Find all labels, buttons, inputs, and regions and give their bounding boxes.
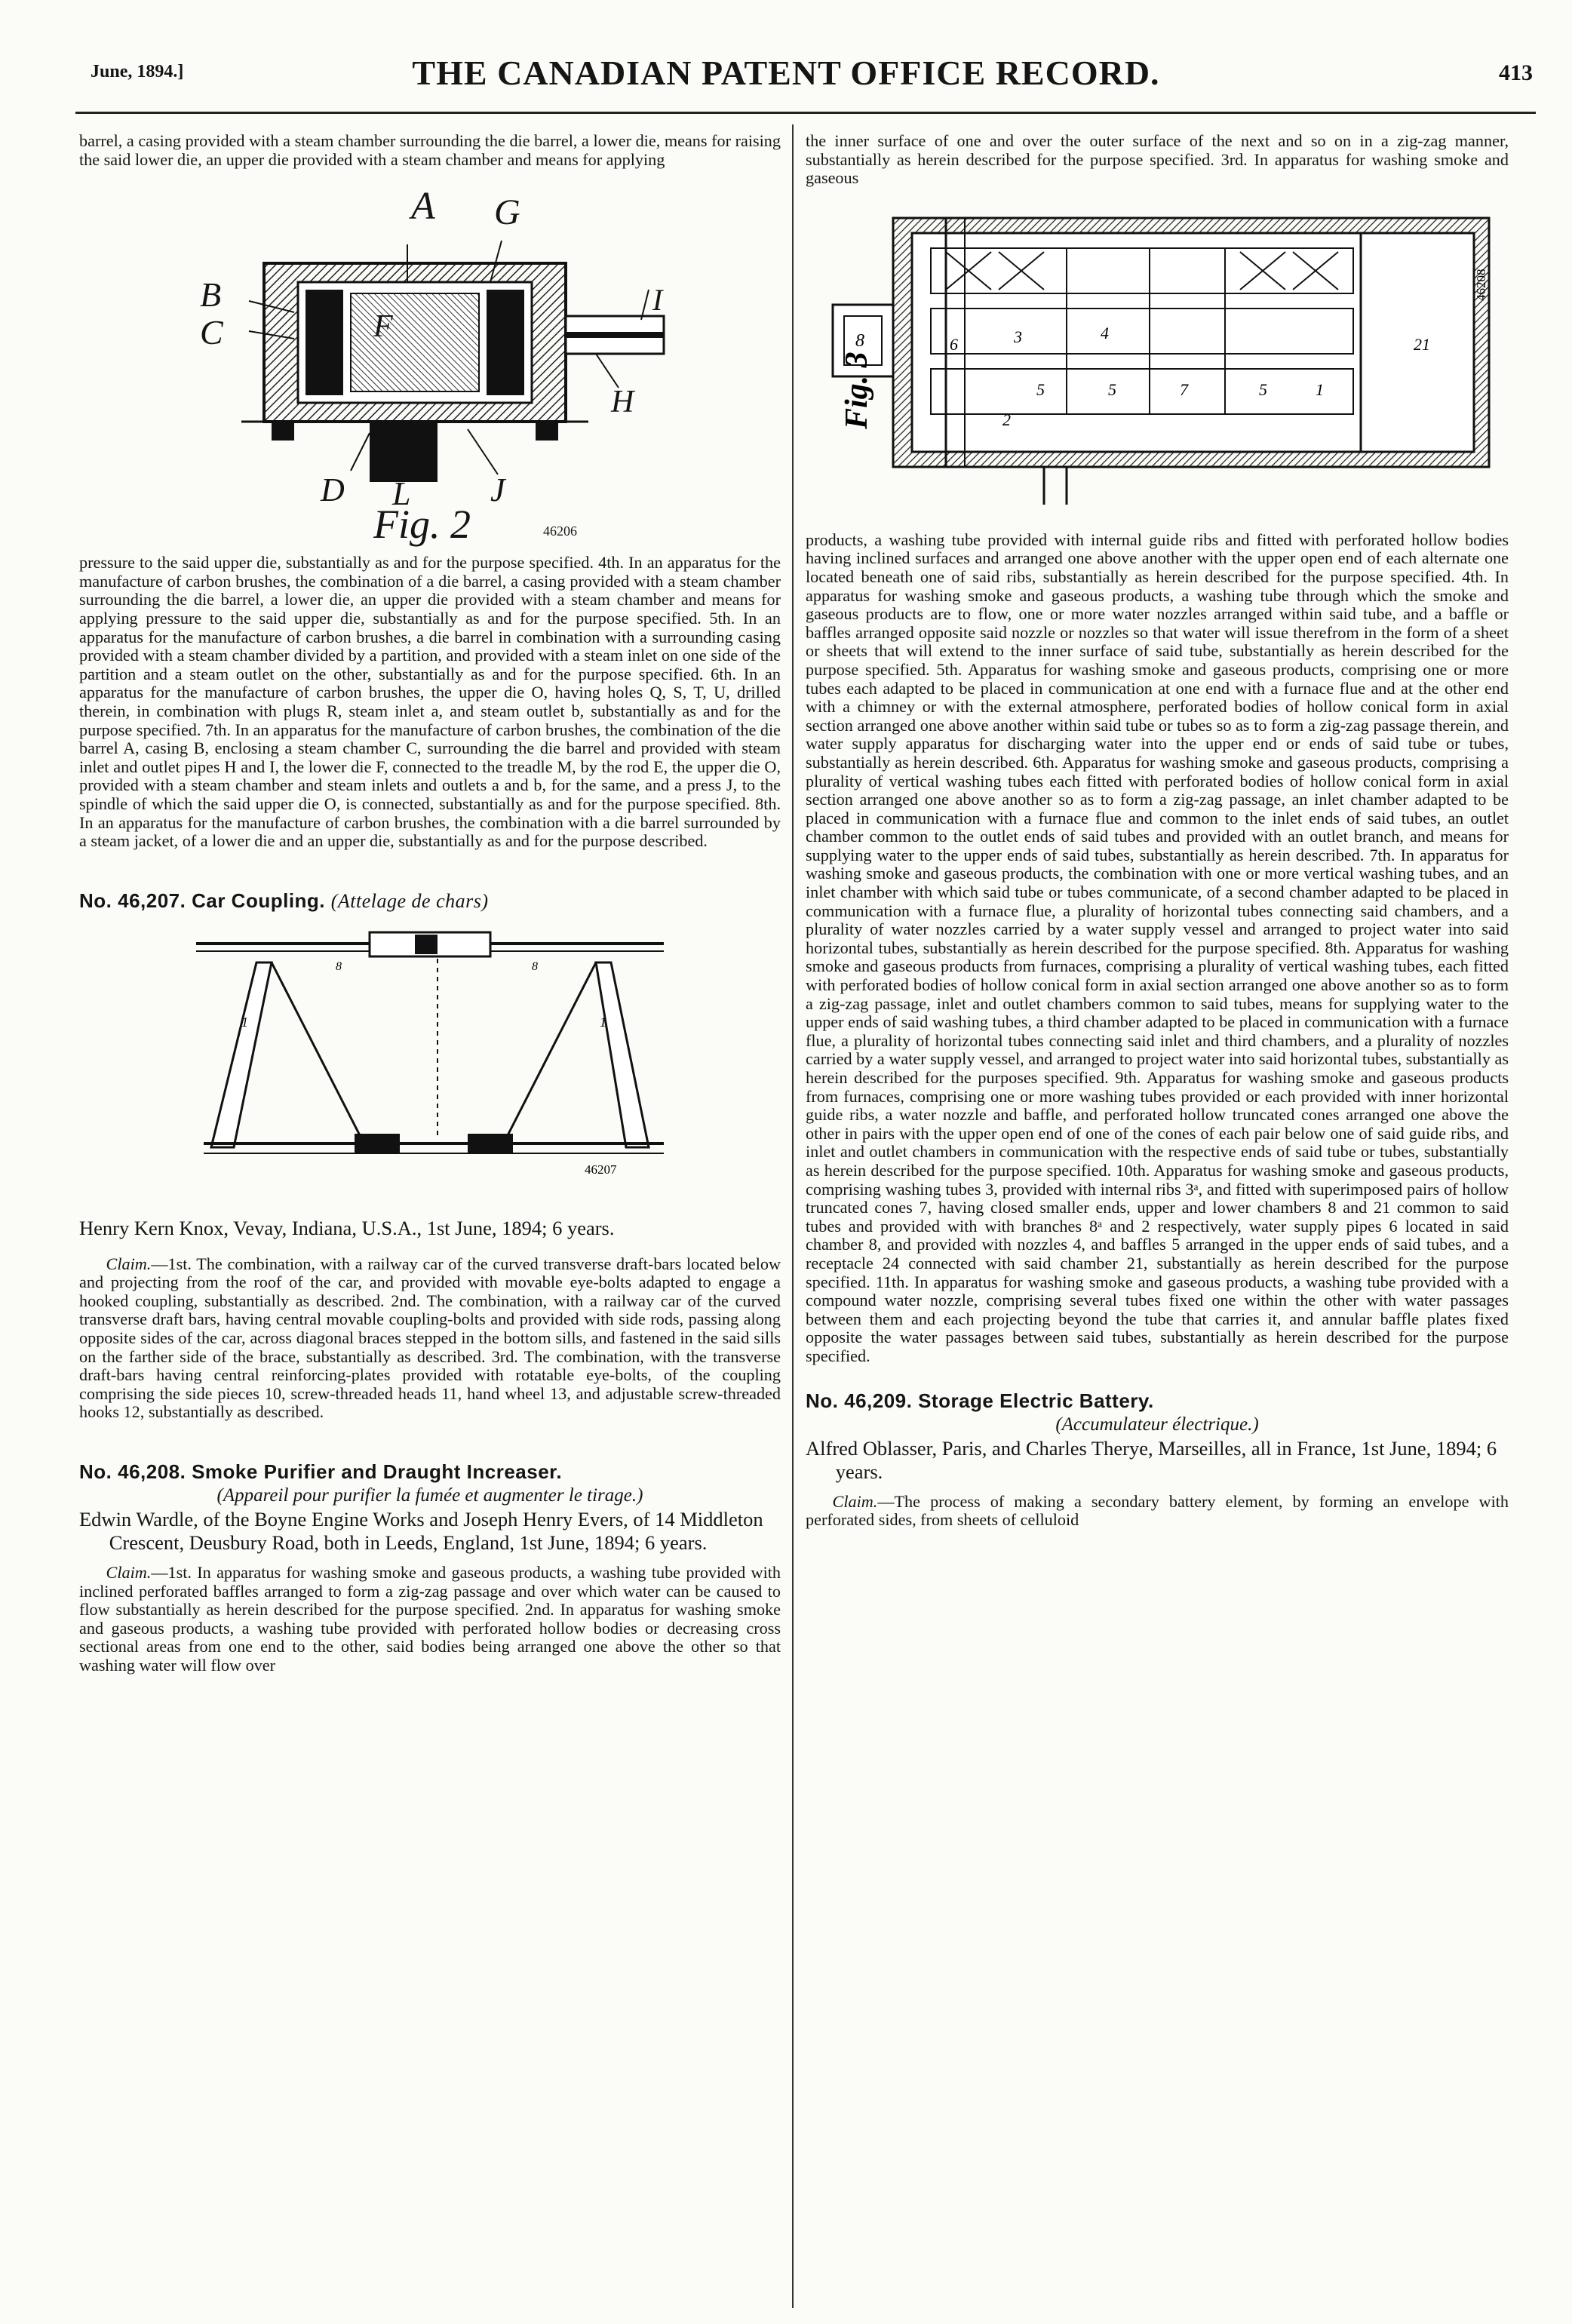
- patent-46208-claim-lead: Claim.: [106, 1563, 152, 1583]
- patent-46207-french-title: (Attelage de chars): [330, 889, 489, 912]
- patent-46208-inventor: Edwin Wardle, of the Boyne Engine Works and Joseph Henry Evers, of 14 Middleton Crescent, Deusbury Road, both in Leeds, England, 1st June, 1894; 6 years.: [79, 1508, 763, 1555]
- fig3-label-8: 5: [1259, 379, 1267, 399]
- fig2-label-A: A: [411, 185, 435, 229]
- fig2-label-B: B: [200, 275, 222, 315]
- fig3-label-0: 8: [855, 330, 864, 351]
- left-continued-text-top: barrel, a casing provided with a steam chamber surrounding the die barrel, a lower die, means for raising the said lower die, an upper die provided with a steam chamber and means for applying: [79, 131, 781, 169]
- patent-46207-inventor: Henry Kern Knox, Vevay, Indiana, U.S.A., 1st June, 1894; 6 years.: [79, 1216, 615, 1239]
- fig-car-coupling: [79, 913, 781, 1208]
- patent-46207-heading: [79, 889, 781, 913]
- fig3-caption: Fig. 3: [840, 352, 874, 429]
- header-date: June, 1894.]: [91, 62, 184, 81]
- left-column: [79, 132, 781, 1675]
- patent-46209-heading: [806, 1389, 1509, 1413]
- fig3-label-10: 2: [1002, 410, 1011, 429]
- fig3-label-2: 3: [1014, 327, 1022, 346]
- patent-46207-claim-lead: Claim.: [106, 1254, 152, 1273]
- fig3-drawing: [818, 188, 1497, 531]
- fig3-label-3: 4: [1101, 323, 1109, 342]
- patent-46208-claim-text: —1st. In apparatus for washing smoke and gaseous products, a washing tube provided with inclined perforated baffles arranged to form a zig-zag passage and over which water can be caused to flow substantially as herein described for the purpose specified. 2nd. In apparatus for washing smoke and gaseous products, a washing tube provided with perforated hollow bodies or decreasing cross sectional areas from one end to the other, said bodies being arranged one above the other so that washing water will flow over: [79, 1563, 781, 1675]
- patent-46207-number: No. 46,207.: [79, 889, 186, 912]
- header-page-number: 413: [1499, 60, 1533, 85]
- fig2-label-J: J: [490, 471, 505, 509]
- patent-46208-french-title: (Appareil pour purifier la fumée et augmenter le tirage.): [216, 1485, 643, 1506]
- header-title: THE CANADIAN PATENT OFFICE RECORD.: [412, 54, 1160, 92]
- patent-46208-heading: [79, 1460, 781, 1484]
- fig3-label-6: 1: [1316, 379, 1324, 399]
- fig3-number-mark: 46208: [1474, 269, 1488, 301]
- patent-46209-claims: [806, 1493, 1509, 1530]
- fig3-label-7: 5: [1108, 379, 1116, 399]
- right-column: [806, 132, 1509, 1530]
- fig3-label-1: 6: [950, 334, 958, 354]
- patent-46208-number: No. 46,208.: [79, 1460, 186, 1484]
- left-continued-text-after-fig: pressure to the said upper die, substantially as and for the purpose specified. 4th. In an apparatus for the manufacture of carbon brushes, the combination of a die barrel, a casing provided with a steam chamber surrounding the die barrel, a lower die, an upper die provided with a steam chamber and means for applying pressure to the said upper die, substantially as and for the purpose specified. 5th. In an apparatus for the manufacture of carbon brushes, a die barrel in combination with a surrounding casing provided with a steam chamber divided by a partition, and provided with a steam inlet on one side of the partition and a steam outlet on the other, substantially as and for the purpose specified. 6th. In an apparatus for the manufacture of carbon brushes, the upper die O, having holes Q, S, T, U, drilled therein, in combination with plugs R, steam inlet a, and steam outlet b, substantially as and for the purpose specified. 7th. In an apparatus for the manufacture of carbon brushes, the combination of the die barrel A, casing B, enclosing a steam chamber C, surrounding the die barrel and provided with steam inlet and outlet pipes H and I, the lower die F, connected to the treadle M, by the rod E, the upper die O, provided with a steam chamber and steam inlets and outlets a and b, for the same, and a press J, to the spindle of which the said upper die O, is connected, substantially as and for the purpose specified. 8th. In an apparatus for the manufacture of carbon brushes, the combination with a die barrel surrounded by a steam jacket, of a lower die and an upper die, substantially as and for the purpose described.: [79, 553, 781, 851]
- svg-text:8: 8: [532, 959, 538, 973]
- patent-46207-claim-text: —1st. The combination, with a railway car of the curved transverse draft-bars located below and projecting from the roof of the car, and provided with movable eye-bolts adapted to engage a hooked coupling, substantially as described. 2nd. The combination, with a railway car of the curved transverse draft bars, having central movable coupling-bolts and provided with side rods, passing along opposite sides of the car, across diagonal braces stepped in the bottom sills, and fastened in the said sills on the farther side of the brace, substantially as described. 3rd. The combination, with the transverse draft-bars having central reinforcing-plates provided with rotatable eye-bolts, of the coupling comprising the side pieces 10, screw-threaded heads 11, hand wheel 13, and adjustable screw-threaded hooks 12, substantially as described.: [79, 1254, 781, 1422]
- fig2-label-G: G: [494, 192, 520, 233]
- svg-text:8: 8: [336, 959, 342, 973]
- fig2-caption: Fig. 2: [373, 502, 471, 548]
- patent-46209-title: Storage Electric Battery.: [918, 1389, 1154, 1412]
- fig3-figure: [806, 188, 1509, 531]
- patent-46207-title: Car Coupling.: [192, 889, 326, 912]
- svg-text:1: 1: [600, 1014, 606, 1030]
- patent-46208-claims: [79, 1564, 781, 1675]
- fig2-figure: [79, 169, 781, 554]
- fig2-label-F: F: [373, 309, 393, 345]
- fig2-label-I: I: [652, 283, 663, 318]
- patent-46207-claims: [79, 1255, 781, 1422]
- right-continued-text-after-fig: products, a washing tube provided with internal guide ribs and fitted with perforated hollow bodies having inclined surfaces and arranged one above another with the upper open end of each alternate one located beneath one of said ribs, substantially as herein described for the purpose specified. 4th. In apparatus for washing smoke and gaseous products, a washing tube through which the smoke and gaseous products are to flow, one or more water nozzles arranged within said tube, and a baffle or baffles arranged opposite said nozzle or nozzles so that water will issue therefrom in the form of a sheet or sheets that will extend to the inner surface of said tube, substantially as herein described for the purpose specified. 5th. Apparatus for washing smoke and gaseous products, comprising one or more tubes each adapted to be placed in communication at one end with a furnace flue and at the other end with a chimney or with the external atmosphere, perforated bodies of hollow conical form in axial section arranged one above another within said tube or tubes so as to form a zig-zag passage therein, and water supply apparatus for discharging water into the upper end or ends of said tube or tubes, substantially as herein described. 6th. Apparatus for washing smoke and gaseous products, comprising a plurality of vertical washing tubes each fitted with perforated bodies of hollow conical form in axial section arranged one above another so as to form a zig-zag passage, an inlet chamber adapted to be placed in communication with a furnace flue and common to the inlet ends of said tubes, an outlet chamber common to the outlet ends of said tubes and provided with an outlet branch, and means for supplying water to the upper ends of said tubes, substantially as herein described. 7th. In apparatus for washing smoke and gaseous products, the combination with one or more vertical washing tubes, and an inlet chamber with which said tube or tubes communicate, of a second chamber adapted to be placed in communication with a furnace flue, a plurality of horizontal tubes connecting said chambers, and a plurality of water nozzles carried by a water supply vessel and arranged to project water into said horizontal tubes, substantially as herein described for the purpose specified. 8th. Apparatus for washing smoke and gaseous products from furnaces, comprising a plurality of vertical washing tubes, each fitted with perforated bodies of hollow conical form in axial section arranged one above another so as to form a zig-zag passage, inlet and outlet chambers common to said tubes, means for supplying water to the upper ends of said washing tubes, a third chamber adapted to be placed in communication with a furnace flue, a plurality of horizontal tubes connecting said inlet and third chambers, and a plurality of nozzles carried by a water supply vessel, and arranged to project water into said horizontal tubes, substantially as herein described for the purposes specified. 9th. Apparatus for washing smoke and gaseous products from furnaces, comprising one or more washing tubes provided or each provided with inner horizontal guide ribs, a water nozzle and baffle, and perforated hollow truncated cones arranged one above the other in pairs with the upper open end of one of the cones of each pair below one of said guide ribs, and inlet and outlet chambers in communication with the respective ends of said tube or tubes, substantially as herein described for the purpose specified. 10th. Apparatus for washing smoke and gaseous products, comprising washing tubes 3, provided with internal ribs 3ᵃ, and fitted with superimposed pairs of hollow truncated cones 7, having closed smaller ends, upper and lower chambers 8 and 21 common to said tubes and provided with with branches 8ᵃ and 2 respectively, water supply pipes 6 located in said chamber 8, and provided with nozzles 4, and baffles 5 arranged in the upper ends of said tubes, and a receptacle 24 connected with said chamber 21, substantially as herein described for the purpose specified. 11th. In apparatus for washing smoke and gaseous products, a washing tube provided with a compound water nozzle, comprising several tubes fixed one within the other with water passages between them and each projecting beyond the tube that carries it, and annular baffle plates fixed opposite the water passages between said tubes, substantially as herein described for the purpose specified.: [806, 530, 1509, 1365]
- patent-46208-title: Smoke Purifier and Draught Increaser.: [192, 1460, 563, 1484]
- header-rule: [75, 112, 1536, 114]
- column-divider: [792, 124, 794, 2308]
- patent-46209-claim-text: —The process of making a secondary battery element, by forming an envelope with perforated sides, from sheets of celluloid: [806, 1491, 1509, 1530]
- right-continued-text-top: the inner surface of one and over the outer surface of the next and so on in a zig-zag manner, substantially as herein described for the purpose specified. 3rd. In apparatus for washing smoke and gaseous: [806, 131, 1509, 188]
- fig2-label-H: H: [611, 385, 634, 420]
- patent-46209-french-title: (Accumulateur électrique.): [1055, 1414, 1259, 1435]
- fig3-label-9: 5: [1036, 379, 1045, 399]
- fig2-number-mark: 46206: [543, 523, 577, 539]
- patent-46209-number: No. 46,209.: [806, 1389, 913, 1412]
- car-coupling-number-mark: 46207: [585, 1162, 617, 1177]
- fig3-label-5: 7: [1180, 379, 1188, 399]
- fig3-label-4: 21: [1414, 334, 1430, 354]
- svg-text:1: 1: [241, 1014, 248, 1030]
- patent-46209-inventor: Alfred Oblasser, Paris, and Charles Therye, Marseilles, all in France, 1st June, 1894; 6 years.: [806, 1436, 1497, 1483]
- patent-46209-claim-lead: Claim.: [832, 1491, 878, 1511]
- fig2-label-C: C: [200, 313, 223, 352]
- fig2-label-L: L: [392, 475, 411, 513]
- car-coupling-drawing: [189, 913, 671, 1208]
- fig2-label-D: D: [321, 471, 345, 509]
